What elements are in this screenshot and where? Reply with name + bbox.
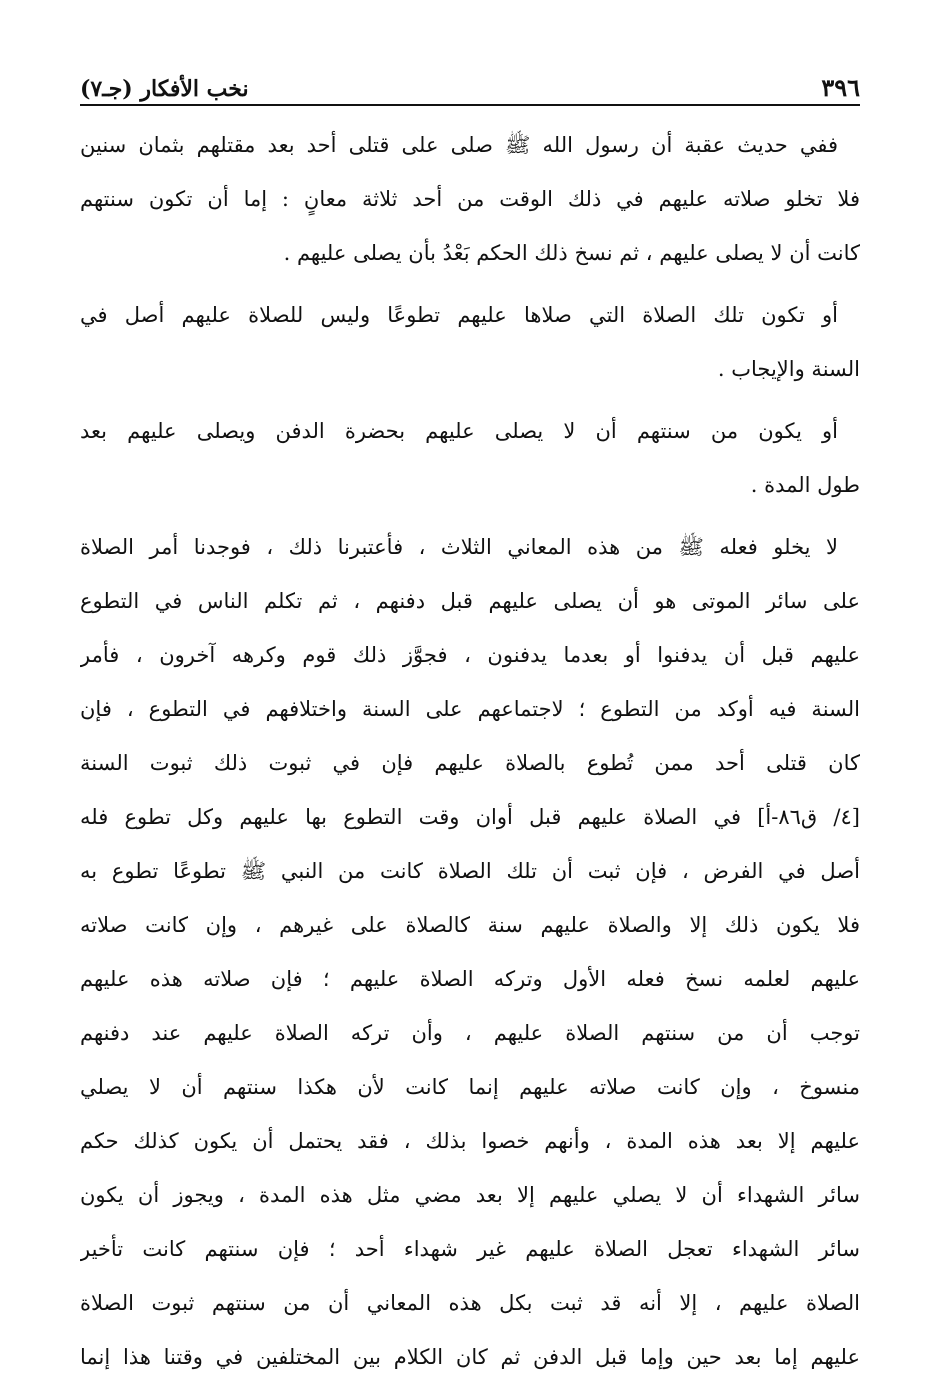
text-line: [٤/ ق٨٦-أ] في الصلاة عليهم قبل أوان وقت التطوع بها عليهم وكل تطوع فله — [80, 805, 860, 829]
text-line: عليهم قبل أن يدفنوا أو بعدما يدفنون ، فجوَّز ذلك قوم وكرهه آخرون ، فأمر — [80, 643, 860, 667]
paragraph — [80, 404, 860, 512]
text-line: السنة فيه أوكد من التطوع ؛ لاجتماعهم على السنة واختلافهم في التطوع ، فإن — [80, 697, 860, 721]
page-number: ٣٩٦ — [821, 73, 860, 102]
paragraph — [80, 118, 860, 280]
text-line: سائر الشهداء أن لا يصلي عليهم إلا بعد مضي مثل هذه المدة ، ويجوز أن يكون — [80, 1183, 860, 1207]
text-line: عليهم إما بعد حين وإما قبل الدفن ثم كان الكلام بين المختلفين في وقتنا هذا إنما — [80, 1345, 860, 1369]
text-line: الصلاة عليهم ، إلا أنه قد ثبت بكل هذه المعاني أن من سنتهم ثبوت الصلاة — [80, 1291, 860, 1315]
text-line: فلا تخلو صلاته عليهم في ذلك الوقت من أحد ثلاثة معانٍ : إما أن تكون سنتهم — [80, 187, 860, 211]
text-line: عليهم إلا بعد هذه المدة ، وأنهم خصوا بذلك ، فقد يحتمل أن يكون كذلك حكم — [80, 1129, 860, 1153]
paragraph — [80, 520, 860, 1384]
page-header — [80, 62, 860, 102]
text-line: كانت أن لا يصلى عليهم ، ثم نسخ ذلك الحكم بَعْدُ بأن يصلى عليهم . — [283, 241, 860, 265]
text-line: سائر الشهداء تعجل الصلاة عليهم غير شهداء أحد ؛ فإن سنتهم كانت تأخير — [80, 1237, 860, 1261]
text-line: لا يخلو فعله ﷺ من هذه المعاني الثلاث ، فأعتبرنا ذلك ، فوجدنا أمر الصلاة — [80, 535, 838, 559]
text-line: فلا يكون ذلك إلا والصلاة عليهم سنة كالصلاة على غيرهم ، وإن كانت صلاته — [80, 913, 860, 937]
paragraph — [80, 288, 860, 396]
text-line: توجب أن من سنتهم الصلاة عليهم ، وأن تركه الصلاة عليهم عند دفنهم — [80, 1021, 860, 1045]
text-line: على سائر الموتى هو أن يصلى عليهم قبل دفنهم ، ثم تكلم الناس في التطوع — [80, 589, 860, 613]
page-body — [80, 118, 860, 1384]
text-line: أصل في الفرض ، فإن ثبت أن تلك الصلاة كانت من النبي ﷺ تطوعًا تطوع به — [80, 859, 860, 883]
text-line: السنة والإيجاب . — [717, 357, 860, 381]
running-title: نخب الأفكار (جـ٧) — [80, 76, 249, 102]
text-line: ففي حديث عقبة أن رسول الله ﷺ صلى على قتلى أحد بعد مقتلهم بثمان سنين — [80, 133, 838, 157]
text-line: عليهم لعلمه نسخ فعله الأول وتركه الصلاة عليهم ؛ فإن صلاته هذه عليهم — [80, 967, 860, 991]
header-rule — [80, 104, 860, 106]
text-line: أو يكون من سنتهم أن لا يصلى عليهم بحضرة الدفن ويصلى عليهم بعد — [80, 419, 838, 443]
text-line: كان قتلى أحد ممن تُطوع بالصلاة عليهم فإن في ثبوت ذلك ثبوت السنة — [80, 751, 860, 775]
text-line: طول المدة . — [750, 473, 860, 497]
text-line: منسوخ ، وإن كانت صلاته عليهم إنما كانت لأن هكذا سنتهم أن لا يصلي — [80, 1075, 860, 1099]
text-line: أو تكون تلك الصلاة التي صلاها عليهم تطوعًا وليس للصلاة عليهم أصل في — [80, 303, 838, 327]
